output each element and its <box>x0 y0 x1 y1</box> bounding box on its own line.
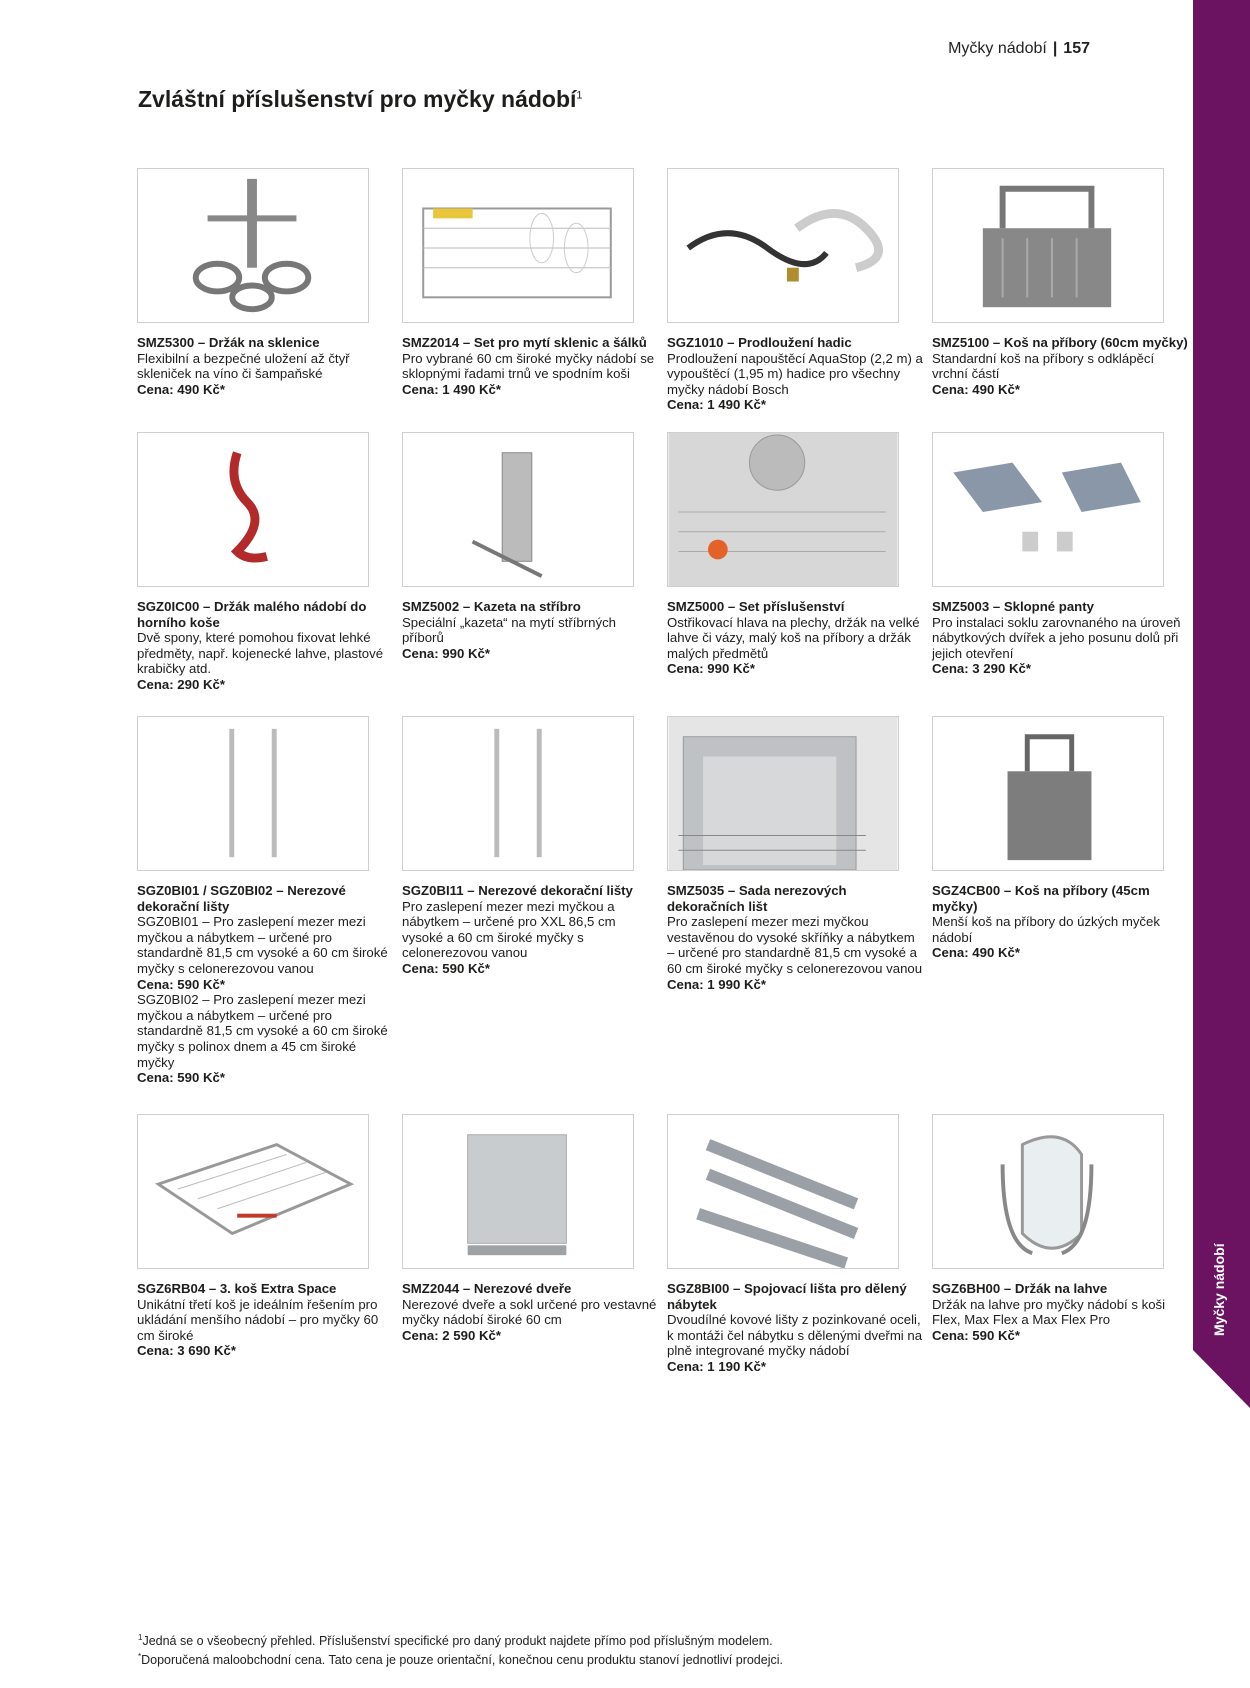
product-text <box>402 335 658 397</box>
page-number: 157 <box>1063 40 1090 57</box>
product-card <box>667 432 923 677</box>
product-title: SMZ5035 – Sada nerezových dekoračních lišt <box>667 883 847 914</box>
product-text <box>137 335 393 397</box>
trim-strip-xxl-icon <box>403 717 633 870</box>
product-image <box>932 1114 1164 1269</box>
product-description: SGZ0BI01 – Pro zaslepení mezer mezi myčkou a nábytkem – určené pro standardně 81,5 cm vysoké a 60 cm široké myčky s celonerezovou vanou <box>137 914 388 976</box>
product-image <box>667 716 899 871</box>
product-title: SGZ6RB04 – 3. koš Extra Space <box>137 1281 337 1296</box>
product-image <box>137 716 369 871</box>
product-price: Cena: 490 Kč* <box>137 381 225 397</box>
title-footnote-mark: 1 <box>576 89 583 102</box>
product-price: Cena: 590 Kč* <box>932 1327 1020 1343</box>
product-price: Cena: 3 690 Kč* <box>137 1343 236 1359</box>
product-text <box>667 1281 923 1375</box>
product-card <box>402 1114 658 1343</box>
product-text <box>932 599 1188 677</box>
product-card <box>932 432 1188 677</box>
footnotes <box>138 1630 783 1668</box>
steel-door-icon <box>403 1115 633 1268</box>
section-name: Myčky nádobí <box>948 40 1047 57</box>
product-image <box>402 716 634 871</box>
product-image <box>932 716 1164 871</box>
product-title: SGZ4CB00 – Koš na příbory (45cm myčky) <box>932 883 1150 914</box>
product-description: Standardní koš na příbory s odklápěcí vrchní částí <box>932 350 1155 382</box>
product-image <box>667 168 899 323</box>
product-image <box>667 1114 899 1269</box>
hose-icon <box>668 169 898 322</box>
product-card <box>932 716 1188 961</box>
page-title <box>138 86 583 113</box>
product-image <box>137 432 369 587</box>
glass-holder-icon <box>138 169 368 322</box>
product-description: SGZ0BI02 – Pro zaslepení mezer mezi myčkou a nábytkem – určené pro standardně 81,5 cm vysoké a 60 cm široké myčky s polinox dnem a 45 cm široké myčky <box>137 992 388 1070</box>
product-description: Menší koš na příbory do úzkých myček nádobí <box>932 914 1160 945</box>
product-description: Dvě spony, které pomohou fixovat lehké předměty, např. kojenecké lahve, plastové krabičky atd. <box>137 630 384 677</box>
product-title: SGZ8BI00 – Spojovací lišta pro dělený nábytek <box>667 1281 907 1312</box>
product-description: Nerezové dveře a sokl určené pro vestavné myčky nádobí široké 60 cm <box>402 1296 657 1328</box>
product-text <box>932 883 1188 961</box>
product-description: Pro vybrané 60 cm široké myčky nádobí se sklopnými řadami trnů ve spodním koši <box>402 350 655 382</box>
product-description: Prodloužení napouštěcí AquaStop (2,2 m) a vypouštěcí (1,95 m) hadice pro všechny myčky nádobí Bosch <box>667 350 923 397</box>
product-price: Cena: 490 Kč* <box>932 945 1020 961</box>
product-description: Pro instalaci soklu zarovnaného na úroveň nábytkových dvířek a jeho posunu dolů při jejich otevření <box>932 614 1181 661</box>
product-card <box>667 716 923 992</box>
product-price: Cena: 2 590 Kč* <box>402 1327 501 1343</box>
product-text <box>667 883 923 992</box>
product-text <box>667 599 923 677</box>
product-price: Cena: 990 Kč* <box>667 661 755 677</box>
product-card <box>932 1114 1188 1343</box>
trim-strip-icon <box>138 717 368 870</box>
product-image <box>402 1114 634 1269</box>
product-title: SMZ5002 – Kazeta na stříbro <box>402 599 581 614</box>
product-title: SGZ0IC00 – Držák malého nádobí do horního koše <box>137 599 367 630</box>
product-description: Držák na lahve pro myčky nádobí s koši Flex, Max Flex a Max Flex Pro <box>932 1296 1166 1328</box>
product-description: Flexibilní a bezpečné uložení až čtyř skleniček na víno či šampaňské <box>137 350 350 382</box>
product-text <box>137 599 393 693</box>
page-title-text: Zvláštní příslušenství pro myčky nádobí <box>138 86 577 112</box>
product-price: Cena: 1 990 Kč* <box>667 976 766 992</box>
sidebar-label: Myčky nádobí <box>1211 1243 1227 1336</box>
product-text <box>932 1281 1188 1343</box>
page-header <box>948 40 1090 58</box>
product-card <box>137 1114 393 1359</box>
product-price: Cena: 1 190 Kč* <box>667 1358 766 1374</box>
product-description: Pro zaslepení mezer mezi myčkou vestavěnou do vysoké skříňky a nábytkem – určené pro standardně 81,5 cm vysoké a 60 cm široké myčky s celonerezovou vanou <box>667 914 923 976</box>
product-title: SGZ6BH00 – Držák na lahve <box>932 1281 1108 1296</box>
product-description: Ostřikovací hlava na plechy, držák na velké lahve či vázy, malý koš na příbory a držák malých předmětů <box>667 614 920 661</box>
product-text <box>137 883 393 1086</box>
product-price: Cena: 1 490 Kč* <box>402 381 501 397</box>
product-card <box>402 716 658 977</box>
third-rack-icon <box>138 1115 368 1268</box>
product-description: Pro zaslepení mezer mezi myčkou a nábytkem – určené pro XXL 86,5 cm vysoké a 60 cm široké myčky s celonerezovou vanou <box>402 898 616 961</box>
bottle-holder-icon <box>933 1115 1163 1268</box>
product-price: Cena: 3 290 Kč* <box>932 661 1031 677</box>
product-description: Unikátní třetí koš je ideálním řešením pro ukládání menšího nádobí – pro myčky 60 cm široké <box>137 1296 379 1343</box>
connecting-strip-icon <box>668 1115 898 1268</box>
product-card <box>932 168 1188 397</box>
product-title: SMZ2014 – Set pro mytí sklenic a šálků <box>402 335 647 350</box>
product-title: SMZ5003 – Sklopné panty <box>932 599 1094 614</box>
product-card <box>402 432 658 661</box>
product-image <box>402 168 634 323</box>
product-title: SGZ0BI01 / SGZ0BI02 – Nerezové dekorační lišty <box>137 883 346 914</box>
product-text <box>137 1281 393 1359</box>
product-image <box>667 432 899 587</box>
product-card <box>667 168 923 413</box>
product-text <box>402 1281 658 1343</box>
product-price: Cena: 490 Kč* <box>932 381 1020 397</box>
product-title: SMZ5100 – Koš na příbory (60cm myčky) <box>932 335 1188 350</box>
header-separator: | <box>1052 40 1058 57</box>
product-image <box>402 432 634 587</box>
product-card <box>137 432 393 693</box>
product-price: Cena: 590 Kč* <box>137 1070 225 1086</box>
trim-set-icon <box>668 717 898 870</box>
product-text <box>402 883 658 977</box>
product-image <box>137 168 369 323</box>
product-price: Cena: 1 490 Kč* <box>667 397 766 413</box>
section-sidebar <box>1193 0 1250 1408</box>
product-text <box>402 599 658 661</box>
product-text <box>667 335 923 413</box>
product-title: SMZ5300 – Držák na sklenice <box>137 335 320 350</box>
product-image <box>932 168 1164 323</box>
hinge-icon <box>933 433 1163 586</box>
product-card <box>402 168 658 397</box>
cutlery-basket-icon <box>933 169 1163 322</box>
product-description: Speciální „kazeta“ na mytí stříbrných příborů <box>402 614 617 646</box>
product-description: Dvoudílné kovové lišty z pozinkované oceli, k montáži čel nábytku s dělenými dveřmi na plně integrované myčky nádobí <box>667 1312 923 1359</box>
product-title: SGZ0BI11 – Nerezové dekorační lišty <box>402 883 633 898</box>
footnote-asterisk: *Doporučená maloobchodní cena. Tato cena je pouze orientační, konečnou cenu produktu stanoví jednotliví prodejci. <box>138 1652 783 1668</box>
product-text <box>932 335 1188 397</box>
product-card <box>137 716 393 1086</box>
product-price: Cena: 590 Kč* <box>137 976 225 992</box>
product-title: SGZ1010 – Prodloužení hadic <box>667 335 852 350</box>
product-image <box>932 432 1164 587</box>
glass-rack-icon <box>403 169 633 322</box>
product-price: Cena: 990 Kč* <box>402 645 490 661</box>
product-price: Cena: 590 Kč* <box>402 960 490 976</box>
accessory-set-icon <box>668 433 898 586</box>
small-item-clip-icon <box>138 433 368 586</box>
product-title: SMZ5000 – Set příslušenství <box>667 599 845 614</box>
product-card <box>667 1114 923 1375</box>
product-image <box>137 1114 369 1269</box>
product-title: SMZ2044 – Nerezové dveře <box>402 1281 572 1296</box>
silver-cassette-icon <box>403 433 633 586</box>
product-price: Cena: 290 Kč* <box>137 676 225 692</box>
narrow-cutlery-basket-icon <box>933 717 1163 870</box>
product-card <box>137 168 393 397</box>
footnote-1: $^1$Jedná se o všeobecný přehled. Příslušenství specifické pro daný produkt najdete přímo pod příslušným modelem. <box>138 1633 773 1649</box>
